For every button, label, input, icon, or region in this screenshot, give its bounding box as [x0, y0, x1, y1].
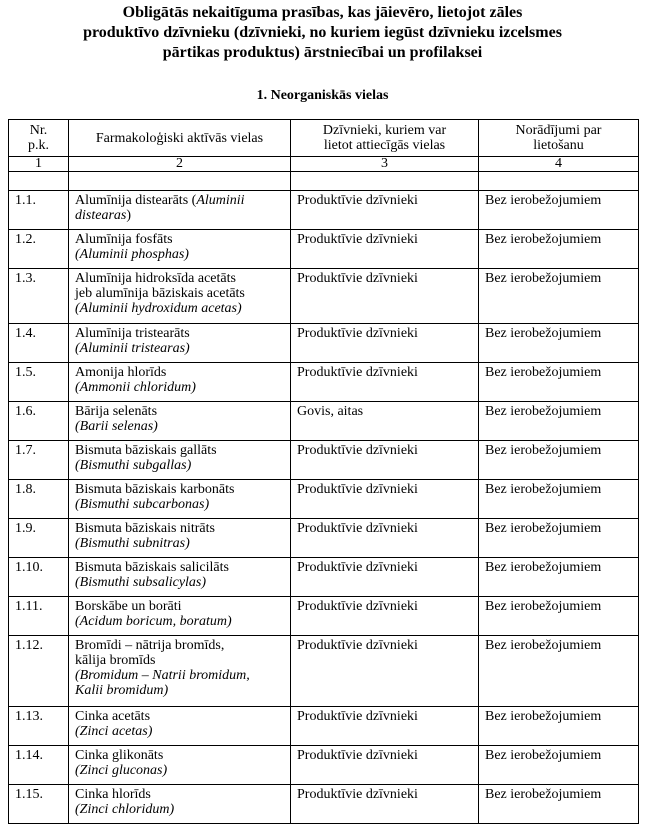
header-notes: Norādījumi par lietošanu [479, 120, 639, 157]
table-row [9, 785, 639, 824]
substance-name: Cinka hlorīds [75, 787, 151, 802]
substance-name: Bismuta bāziskais salicilāts [75, 560, 229, 575]
animals-cell: Produktīvie dzīvnieki [291, 785, 479, 824]
row-number: 1.9. [9, 519, 69, 558]
row-number: 1.3. [9, 269, 69, 324]
animals-cell: Produktīvie dzīvnieki [291, 746, 479, 785]
substance-cell [69, 558, 291, 597]
latin-name: (Aluminii phosphas) [75, 247, 189, 262]
title-line-1: Obligātās nekaitīguma prasības, kas jāievēro, lietojot zāles [122, 4, 523, 21]
animals-cell: Govis, aitas [291, 402, 479, 441]
row-number: 1.1. [9, 191, 69, 230]
substance-name: Alumīnija tristearāts [75, 326, 190, 341]
animals-cell: Produktīvie dzīvnieki [291, 558, 479, 597]
latin-name: (Aluminii hydroxidum acetas) [75, 301, 242, 316]
substance-name: Bismuta bāziskais gallāts [75, 443, 217, 458]
notes-cell: Bez ierobežojumiem [479, 402, 639, 441]
row-number: 1.11. [9, 597, 69, 636]
substance-cell [69, 269, 291, 324]
latin-name: (Bismuthi subnitras) [75, 536, 190, 551]
substance-name-cont: jeb alumīnija bāziskais acetāts [75, 286, 245, 301]
substance-name: Alumīnija hidroksīda acetāts [75, 271, 236, 286]
row-number: 1.5. [9, 363, 69, 402]
substance-name: Alumīnija fosfāts [75, 232, 173, 247]
table-row [9, 746, 639, 785]
substance-cell [69, 230, 291, 269]
notes-cell: Bez ierobežojumiem [479, 519, 639, 558]
notes-cell: Bez ierobežojumiem [479, 636, 639, 707]
substance-name: Bārija selenāts [75, 404, 158, 419]
animals-cell: Produktīvie dzīvnieki [291, 519, 479, 558]
substances-table [8, 119, 639, 824]
title-line-2: produktīvo dzīvnieku (dzīvnieki, no kuriem iegūst dzīvnieku izcelsmes [83, 24, 562, 41]
substance-name: Alumīnija distearāts (Aluminii [75, 193, 245, 208]
table-row [9, 636, 639, 707]
latin-name-cont: Kalii bromidum) [75, 683, 169, 698]
substance-cell [69, 746, 291, 785]
row-number: 1.12. [9, 636, 69, 707]
animals-cell: Produktīvie dzīvnieki [291, 480, 479, 519]
substance-cell [69, 707, 291, 746]
notes-cell: Bez ierobežojumiem [479, 558, 639, 597]
column-number: 1 [9, 157, 69, 172]
row-number: 1.4. [9, 324, 69, 363]
animals-cell: Produktīvie dzīvnieki [291, 441, 479, 480]
substance-name: Amonija hlorīds [75, 365, 167, 380]
title-line-3: pārtikas produktus) ārstniecībai un profilaksei [162, 44, 483, 61]
latin-name: (Aluminii tristearas) [75, 341, 190, 356]
substance-name: Cinka glikonāts [75, 748, 164, 763]
substance-name: Bismuta bāziskais nitrāts [75, 521, 215, 536]
notes-cell: Bez ierobežojumiem [479, 480, 639, 519]
notes-cell: Bez ierobežojumiem [479, 597, 639, 636]
table-row [9, 324, 639, 363]
column-number: 4 [479, 157, 639, 172]
latin-name: (Bismuthi subsalicylas) [75, 575, 207, 590]
column-number-row [9, 157, 639, 172]
table-row [9, 558, 639, 597]
table-row [9, 363, 639, 402]
substance-name: Bromīdi – nātrija bromīds, [75, 638, 225, 653]
substance-cell [69, 636, 291, 707]
latin-name: (Barii selenas) [75, 419, 158, 434]
table-body [9, 191, 639, 824]
row-number: 1.13. [9, 707, 69, 746]
substance-name: Borskābe un borāti [75, 599, 182, 614]
spacer-row [9, 172, 639, 191]
latin-name: (Zinci chloridum) [75, 802, 175, 817]
notes-cell: Bez ierobežojumiem [479, 230, 639, 269]
animals-cell: Produktīvie dzīvnieki [291, 324, 479, 363]
row-number: 1.8. [9, 480, 69, 519]
section-title: 1. Neorganiskās vielas [256, 88, 389, 103]
column-number: 2 [69, 157, 291, 172]
notes-cell: Bez ierobežojumiem [479, 441, 639, 480]
animals-cell: Produktīvie dzīvnieki [291, 707, 479, 746]
notes-cell: Bez ierobežojumiem [479, 707, 639, 746]
substance-name: Bismuta bāziskais karbonāts [75, 482, 235, 497]
substance-cell [69, 402, 291, 441]
animals-cell: Produktīvie dzīvnieki [291, 230, 479, 269]
substance-cell [69, 597, 291, 636]
row-number: 1.14. [9, 746, 69, 785]
substance-cell [69, 441, 291, 480]
substance-cell [69, 519, 291, 558]
animals-cell: Produktīvie dzīvnieki [291, 363, 479, 402]
table-row [9, 441, 639, 480]
animals-cell: Produktīvie dzīvnieki [291, 597, 479, 636]
column-number: 3 [291, 157, 479, 172]
latin-name: (Zinci acetas) [75, 724, 153, 739]
notes-cell: Bez ierobežojumiem [479, 746, 639, 785]
table-row [9, 480, 639, 519]
substance-cell [69, 480, 291, 519]
row-number: 1.7. [9, 441, 69, 480]
table-row [9, 597, 639, 636]
notes-cell: Bez ierobežojumiem [479, 324, 639, 363]
animals-cell: Produktīvie dzīvnieki [291, 191, 479, 230]
notes-cell: Bez ierobežojumiem [479, 191, 639, 230]
latin-name: (Bromidum – Natrii bromidum, [75, 668, 250, 683]
row-number: 1.15. [9, 785, 69, 824]
header-substance: Farmakoloģiski aktīvās vielas [69, 120, 291, 157]
table-row [9, 519, 639, 558]
animals-cell: Produktīvie dzīvnieki [291, 636, 479, 707]
table-row [9, 269, 639, 324]
notes-cell: Bez ierobežojumiem [479, 363, 639, 402]
table-row [9, 191, 639, 230]
substance-cell [69, 785, 291, 824]
row-number: 1.2. [9, 230, 69, 269]
table-row [9, 230, 639, 269]
substance-cell: Alumīnija distearāts (Aluminii distearas) [69, 191, 291, 230]
latin-name: (Acidum boricum, boratum) [75, 614, 232, 629]
document-title [0, 3, 645, 63]
substance-name-cont: kālija bromīds [75, 653, 156, 668]
notes-cell: Bez ierobežojumiem [479, 785, 639, 824]
table-row [9, 402, 639, 441]
substance-cell [69, 363, 291, 402]
row-number: 1.10. [9, 558, 69, 597]
header-animals: Dzīvnieki, kuriem var lietot attiecīgās vielas [291, 120, 479, 157]
header-nr: Nr. p.k. [9, 120, 69, 157]
latin-name: (Bismuthi subcarbonas) [75, 497, 210, 512]
latin-name: (Bismuthi subgallas) [75, 458, 192, 473]
row-number: 1.6. [9, 402, 69, 441]
latin-name: (Zinci gluconas) [75, 763, 168, 778]
latin-name: (Ammonii chloridum) [75, 380, 196, 395]
table-row [9, 707, 639, 746]
substance-name: Cinka acetāts [75, 709, 151, 724]
table-header-row [9, 120, 639, 157]
substance-cell [69, 324, 291, 363]
animals-cell: Produktīvie dzīvnieki [291, 269, 479, 324]
notes-cell: Bez ierobežojumiem [479, 269, 639, 324]
